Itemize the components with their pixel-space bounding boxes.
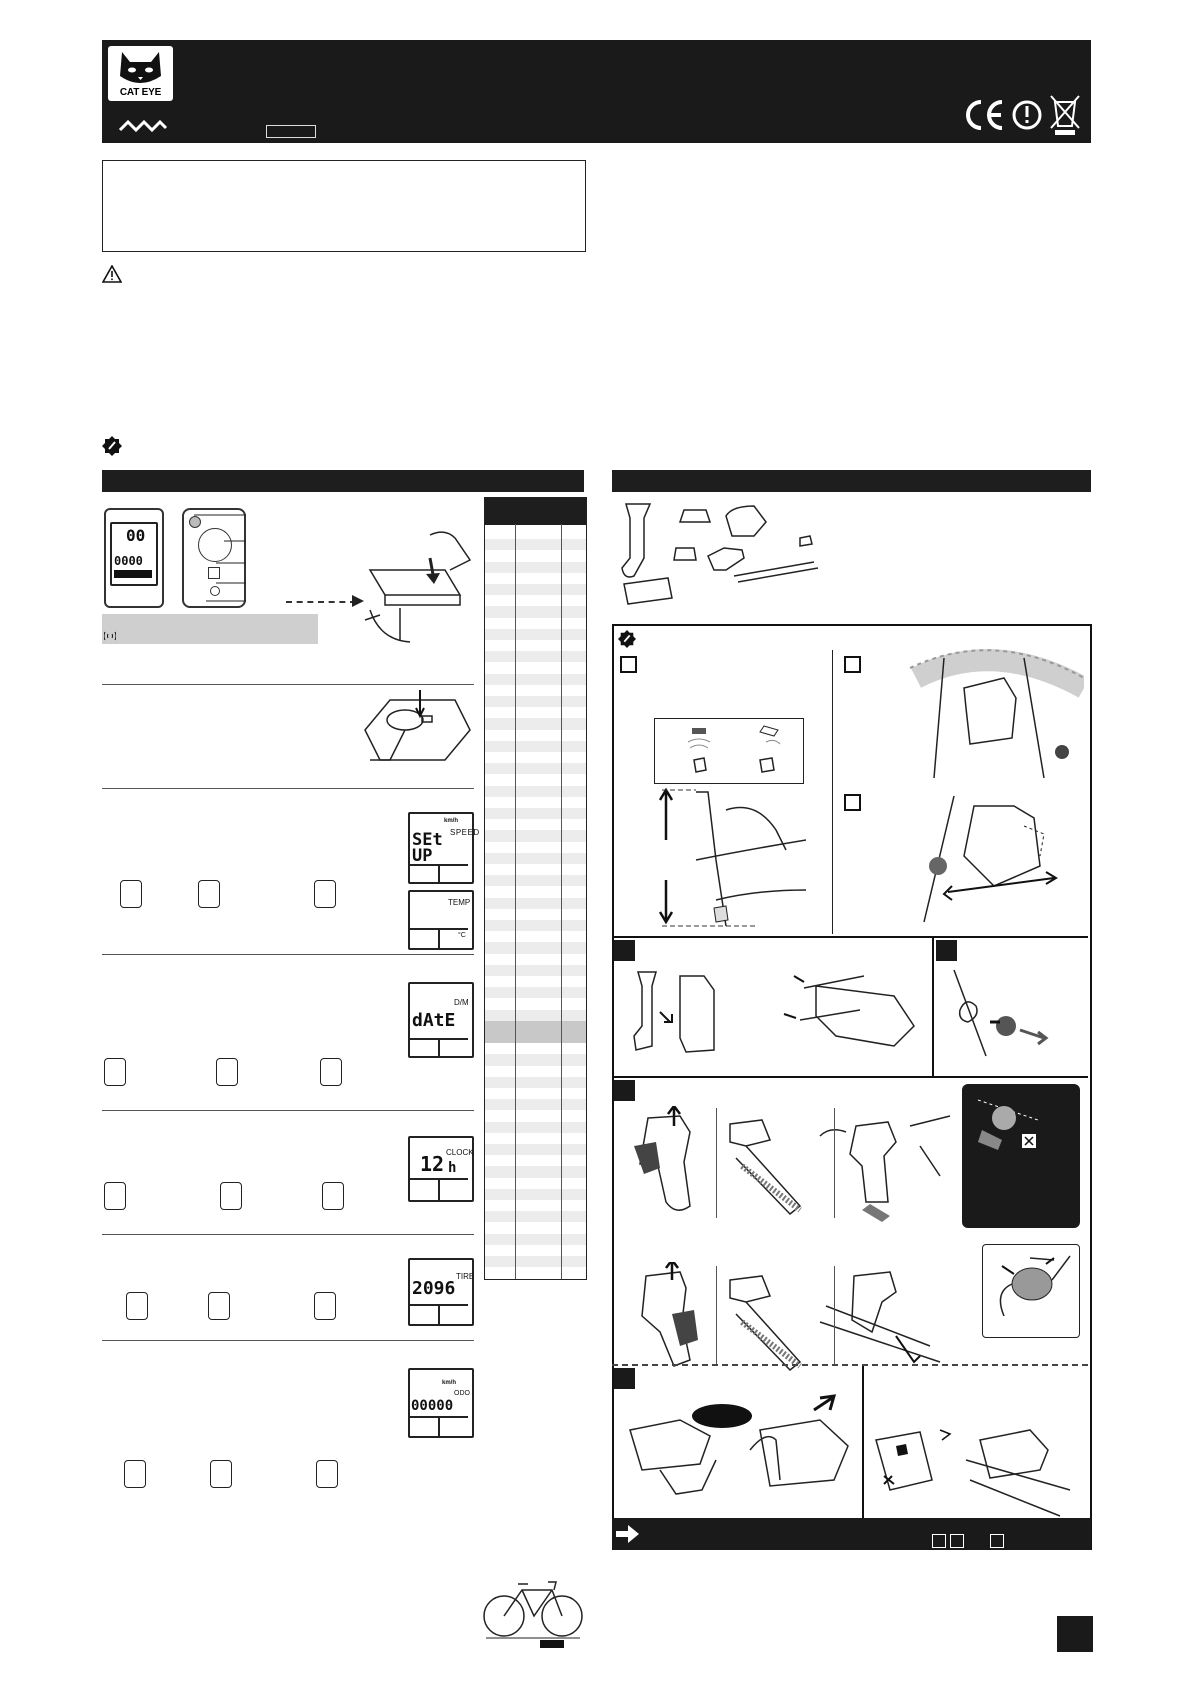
lcd-date — [408, 982, 474, 1058]
table-row — [485, 976, 586, 987]
temp-unit: °C — [458, 932, 466, 939]
vertical-divider — [932, 938, 934, 1076]
vertical-divider — [834, 1266, 835, 1366]
vertical-divider — [862, 1366, 864, 1518]
lcd-digits-top: 00 — [126, 526, 146, 545]
table-row — [485, 528, 586, 539]
tire-value: 2096 — [412, 1278, 456, 1299]
tire-table — [484, 497, 587, 1280]
lcd-sub — [410, 1038, 468, 1056]
table-row — [485, 763, 586, 774]
checkbox-option-b — [844, 656, 861, 673]
table-row — [485, 864, 586, 875]
dial-tighten-illustration — [984, 1246, 1076, 1334]
step-badge-1 — [614, 940, 635, 961]
step-badge-3 — [614, 1080, 635, 1101]
table-row — [485, 1256, 586, 1267]
table-row — [485, 685, 586, 696]
left-section-bar — [102, 470, 584, 492]
magnet-removal-illustration — [940, 966, 1086, 1066]
divider — [102, 1340, 474, 1341]
table-row — [485, 808, 586, 819]
lcd-odo — [408, 1368, 474, 1438]
button-menu-icon — [316, 1460, 338, 1488]
table-row — [485, 730, 586, 741]
vertical-divider — [716, 1108, 717, 1218]
table-row — [485, 640, 586, 651]
sensor-position-illustration — [656, 720, 806, 930]
button-menu-icon — [314, 880, 336, 908]
certification-marks — [955, 92, 1091, 138]
table-row — [485, 651, 586, 662]
table-row — [485, 853, 586, 864]
cat-face-icon — [108, 46, 173, 88]
note-icon — [102, 436, 122, 456]
wireless-info-panel — [102, 614, 318, 644]
remove-computer-illustration — [870, 1420, 1080, 1520]
date-format-label: D/M — [454, 998, 469, 1007]
table-row — [485, 1043, 586, 1054]
cut-band-illustration — [968, 1090, 1048, 1160]
odo-label: ODO — [454, 1390, 470, 1397]
clock-value: 12 — [420, 1152, 445, 1176]
table-row — [485, 1211, 586, 1222]
vertical-divider — [832, 650, 833, 934]
callout-lines — [194, 505, 254, 605]
odo-value: 00000 — [411, 1398, 454, 1414]
table-row — [485, 786, 586, 797]
battery-ac-illustration — [360, 690, 475, 770]
table-row — [485, 1021, 586, 1032]
table-row — [485, 954, 586, 965]
button-mode-hold-icon — [220, 1182, 242, 1210]
table-row — [485, 584, 586, 595]
button-mode-hold-icon — [216, 1058, 238, 1086]
dashed-divider — [612, 1364, 1088, 1366]
table-row — [485, 1032, 586, 1043]
temp-label: TEMP — [448, 898, 471, 907]
notice-box — [102, 160, 586, 252]
button-mode-icon — [126, 1292, 148, 1320]
ref-square-1 — [932, 1534, 946, 1548]
table-row — [485, 718, 586, 729]
table-row — [485, 909, 586, 920]
arrow-right-icon — [616, 1524, 640, 1544]
button-mode-hold-icon — [210, 1460, 232, 1488]
alert-circle-icon — [1014, 102, 1040, 128]
table-row — [485, 1200, 586, 1211]
arrow-dotted — [286, 601, 356, 603]
bracket-mount-row-2 — [620, 1262, 960, 1372]
lcd-sub — [410, 864, 468, 882]
mount-press-illustration — [360, 530, 475, 645]
tire-label: TIRE — [456, 1272, 475, 1281]
bracket-assembly-illustration — [624, 966, 924, 1066]
table-row — [485, 674, 586, 685]
lcd-setup — [408, 812, 480, 884]
table-row — [485, 606, 586, 617]
header-bar — [102, 40, 1091, 143]
table-row — [485, 797, 586, 808]
table-row — [485, 707, 586, 718]
button-mode-icon — [124, 1460, 146, 1488]
right-section-bar — [612, 470, 1091, 492]
speed-label: SPEED — [450, 828, 480, 837]
table-row — [485, 1144, 586, 1155]
divider — [102, 954, 474, 955]
table-row — [485, 830, 586, 841]
wave-logo-icon — [118, 119, 168, 133]
table-row — [485, 920, 586, 931]
table-row — [485, 1099, 586, 1110]
note-icon — [618, 630, 636, 648]
setup-word: SEt UP — [412, 830, 443, 866]
table-row — [485, 1133, 586, 1144]
clock-label: CLOCK — [446, 1148, 474, 1157]
table-row — [485, 1178, 586, 1189]
table-row — [485, 1066, 586, 1077]
lcd-digits-bottom: 0000 — [114, 554, 143, 568]
table-column-divider — [515, 524, 516, 1279]
button-mode-icon — [104, 1182, 126, 1210]
lcd-sub — [410, 1416, 468, 1436]
table-row — [485, 931, 586, 942]
unit-label: km/h — [444, 818, 459, 824]
button-mode-hold-icon — [208, 1292, 230, 1320]
divider — [102, 788, 474, 789]
table-row — [485, 1010, 586, 1021]
table-row — [485, 752, 586, 763]
bicycle-icon — [482, 1572, 584, 1652]
lcd-clock — [408, 1136, 474, 1202]
vertical-divider — [834, 1108, 835, 1218]
table-row — [485, 696, 586, 707]
footer-bar — [612, 1518, 1091, 1550]
step-badge-4 — [614, 1368, 635, 1389]
table-row — [485, 562, 586, 573]
divider — [102, 1234, 474, 1235]
table-row — [485, 573, 586, 584]
parts-illustration — [614, 498, 834, 618]
table-row — [485, 886, 586, 897]
table-row — [485, 998, 586, 1009]
button-menu-icon — [314, 1292, 336, 1320]
table-row — [485, 1245, 586, 1256]
ce-mark-icon — [968, 102, 1002, 128]
computer-front-diagram — [104, 508, 164, 608]
table-row — [485, 875, 586, 886]
unit-label: km/h — [442, 1380, 457, 1386]
checkbox-option-c — [844, 794, 861, 811]
table-row — [485, 1110, 586, 1121]
clock-unit: h — [448, 1160, 457, 1176]
table-row — [485, 1189, 586, 1200]
table-row — [485, 1088, 586, 1099]
table-row — [485, 1122, 586, 1133]
table-row — [485, 629, 586, 640]
table-row — [485, 1054, 586, 1065]
table-row — [485, 1234, 586, 1245]
button-menu-icon — [322, 1182, 344, 1210]
checkbox-option-a — [620, 656, 637, 673]
lcd-sub — [410, 1178, 468, 1200]
table-row — [485, 1222, 586, 1233]
table-row — [485, 550, 586, 561]
divider — [612, 1076, 1088, 1078]
table-row — [485, 741, 586, 752]
attach-computer-illustration — [620, 1390, 860, 1514]
vertical-divider — [716, 1266, 717, 1366]
ref-square-3 — [990, 1534, 1004, 1548]
table-row — [485, 842, 586, 853]
warning-icon — [102, 265, 122, 283]
model-box — [266, 125, 316, 138]
wireless-icon — [104, 631, 116, 641]
button-menu-icon — [320, 1058, 342, 1086]
table-column-divider — [561, 524, 562, 1279]
lcd-screen — [110, 522, 158, 586]
table-row — [485, 618, 586, 629]
table-row — [485, 774, 586, 785]
lcd-tire — [408, 1258, 474, 1326]
divider — [102, 1110, 474, 1111]
table-row — [485, 595, 586, 606]
table-row — [485, 1166, 586, 1177]
weee-bin-icon — [1051, 96, 1079, 135]
wheel-sensor-illustration-a — [904, 648, 1084, 788]
ref-square-2 — [950, 1534, 964, 1548]
table-row — [485, 662, 586, 673]
table-row — [485, 539, 586, 550]
table-row — [485, 965, 586, 976]
divider — [102, 684, 474, 685]
button-mode-hold-icon — [198, 880, 220, 908]
table-row — [485, 942, 586, 953]
wheel-sensor-illustration-b — [904, 786, 1084, 926]
lcd-temp — [408, 890, 474, 950]
step-badge-2 — [936, 940, 957, 961]
table-row — [485, 987, 586, 998]
date-word: dAtE — [412, 1010, 456, 1031]
divider — [612, 936, 1088, 938]
bracket-mount-row-1 — [620, 1106, 960, 1226]
button-mode-icon — [104, 1058, 126, 1086]
table-row — [485, 1155, 586, 1166]
table-row — [485, 1077, 586, 1088]
button-mode-icon — [120, 880, 142, 908]
lcd-sub — [410, 1304, 468, 1324]
table-row — [485, 898, 586, 909]
lcd-sub — [410, 928, 468, 948]
lcd-bottom-band — [114, 570, 152, 578]
table-row — [485, 819, 586, 830]
brand-name: CAT EYE — [119, 87, 162, 98]
page-number-square — [1057, 1616, 1093, 1652]
